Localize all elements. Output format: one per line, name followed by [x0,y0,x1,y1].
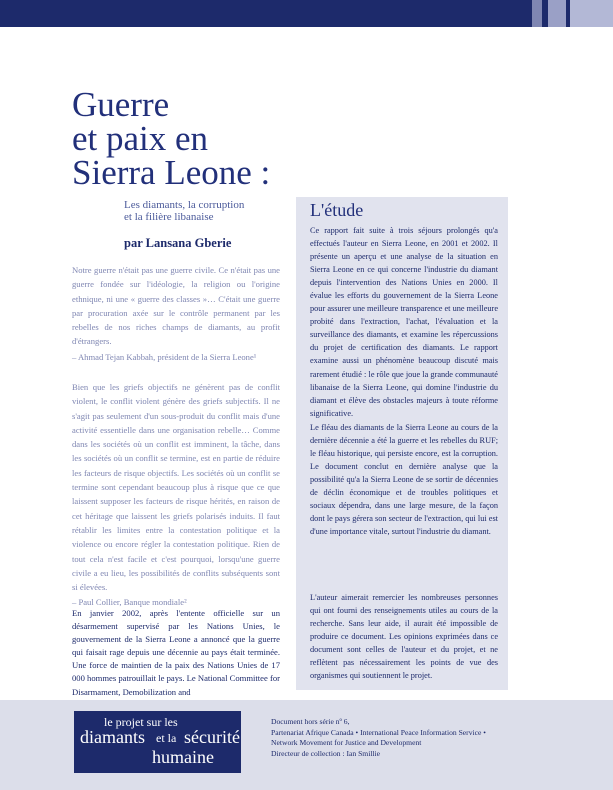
logo-text: le projet sur les [104,715,178,729]
banner-stripe [548,0,566,27]
top-banner [0,0,613,27]
logo-text: humaine [152,747,214,767]
sidebar-heading: L'étude [310,200,364,220]
logo-text: diamants [80,727,145,747]
study-sidebar [296,197,508,690]
publication-line: Partenariat Afrique Canada • International Peace Information Service • [271,727,486,737]
footer-band [0,700,613,790]
epigraph-text: Bien que les griefs objectifs ne génèrent pas de conflit violent, le conflit violent génère des griefs subjectifs. Il ne s'agit pas seulement d'un sous-produit du conflit mais d'une activité essentielle dans une organisation rebelle… Comme dans les sociétés où un conflit est imminent, la tâche, dans les sociétés où un conflit se termine, est en partie de réduire les facteurs de risque objectifs. Les sociétés où un conflit se termine sont cependant beaucoup plus à risque que ce que laissent supposer les facteurs de risque hérités, en raison de cet héritage que laissent les griefs polarisés induits. Il faut rétablir les limites entre la contestation politique et la violence ou encore régler la contestation politique. Rien de tout cela n'est facile et c'est pourquoi, lorsqu'une guerre civile a eu lieu, les possibilités de conflits subséquents sont si élevées. [72,382,280,593]
subtitle: Les diamants, la corruption et la filière libanaise [124,199,245,223]
author-byline: par Lansana Gberie [124,236,232,250]
logo-text: et la [156,731,177,745]
logo-text: sécurité [184,727,240,747]
publication-line: Directeur de collection : Ian Smillie [271,748,381,758]
page-title: Guerre et paix en Sierra Leone : [72,85,271,192]
sidebar-paragraph: L'auteur aimerait remercier les nombreuses personnes qui ont fourni des renseignements utiles au cours de la recherche. Sans leur aide, il aurait été impossible de produire ce document. Les opinions exprimées dans ce document sont celles de l'auteur et du projet, et ne reflètent pas nécessairement les points de vue des organismes qui soutiennent le projet. [310,593,498,681]
epigraph-collier [72,380,280,610]
publication-line: Network Movement for Justice and Development [271,738,422,747]
publication-info [271,717,571,759]
epigraph-kabbah [72,263,280,364]
epigraph-text: Notre guerre n'était pas une guerre civile. Ce n'était pas une guerre fondée sur l'idéologie, la religion ou l'origine ethnique, ni une « guerre des classes »… C'était une guerre par procuration axée sur le contrôle permanent par les rebelles de nos riches champs de diamants, au profit d'étrangers. [72,265,280,347]
sidebar-paragraph: Ce rapport fait suite à trois séjours prolongés qu'a effectués l'auteur en Sierra Leone, en 2001 et 2002. Il présente un aperçu et une analyse de la situation en Sierra Leone en ce qui concerne l'industrie du diamant depuis l'intervention des Nations Unies en 2000. Il évalue les efforts du gouvernement de la Sierra Leone pour assurer une meilleure transparence et une meilleure probité dans l'extraction, l'achat, l'évaluation et la surveillance des diamants, et examine les répercussions du projet de certification des diamants. Le rapport examine aussi un phénomène beaucoup discuté mais rarement étudié : le rôle que joue la grande communauté libanaise de la Sierra Leone, qui domine l'industrie du diamant et élève des obstacles majeurs à toute réforme significative. [310,226,498,418]
body-paragraph: En janvier 2002, après l'entente officielle sur un désarmement supervisé par les Nations Unies, le gouvernement de la Sierra Leone a annoncé que la guerre qui faisait rage depuis une décennie au pays était terminée. Une force de maintien de la paix des Nations Unies de 17 000 hommes patrouillait le pays. Le National Committee for Disarmament, Demobilization and [72,608,280,697]
publication-line: Document hors série nº 6, [271,717,350,726]
banner-stripe [532,0,542,27]
banner-stripe [570,0,613,27]
project-logo [74,711,241,773]
sidebar-paragraph: Le fléau des diamants de la Sierra Leone au cours de la dernière décennie a été la guerre et les rebelles du RUF; le fléau historique, qui persiste encore, est la corruption. Le document conclut en dernière analyse que la possibilité qu'a la Sierra Leone de se sortir de décennies de déclin économique et de troubles politiques et sociaux dépendra, dans une large mesure, de la façon dont le pays gérera son secteur de l'extraction, qui lui est d'une importance vitale, surtout l'industrie du diamant. [310,423,498,537]
epigraph-attribution: – Ahmad Tejan Kabbah, président de la Sierra Leone¹ [72,351,257,362]
epigraph-attribution: – Paul Collier, Banque mondiale² [72,597,187,608]
